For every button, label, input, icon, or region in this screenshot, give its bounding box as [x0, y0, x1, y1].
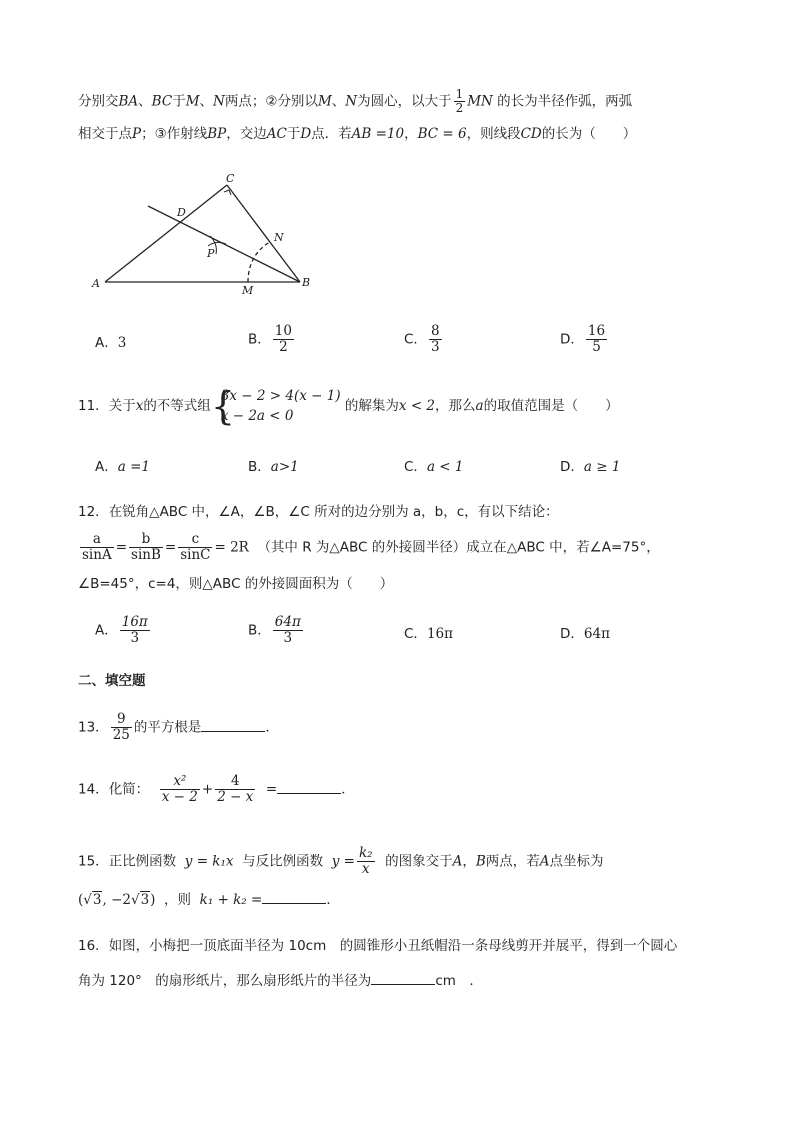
frac-num: b: [129, 532, 163, 548]
q12-option-a[interactable]: [95, 615, 152, 646]
q10-text: 于: [172, 93, 186, 110]
q10-text: 的长为半径作弧，两弧: [497, 93, 633, 110]
law-of-sines-c: [178, 532, 212, 563]
label-m: M: [242, 284, 254, 297]
q10-text: ，交边: [226, 126, 267, 142]
var-bp: BP: [207, 126, 227, 142]
q10-text: ，则线段: [466, 126, 521, 142]
frac-den: 3: [130, 630, 140, 646]
brace-icon: {: [210, 384, 235, 428]
q10-option-a[interactable]: [95, 333, 126, 353]
q10-text: 分别以: [277, 93, 318, 110]
option-label: C．: [404, 626, 427, 642]
frac-den: 2: [455, 101, 464, 115]
frac-num: 1: [455, 87, 464, 101]
question-number: 14．: [78, 781, 109, 798]
q11-text: 的解集为: [344, 398, 399, 414]
answer-blank[interactable]: [277, 779, 341, 794]
answer-blank[interactable]: [201, 717, 265, 732]
point-a-coordinates: (√3, −2√3): [78, 892, 156, 908]
law-of-sines-b: [129, 532, 163, 563]
option-value: a =1: [117, 459, 150, 475]
equals-sign: =: [115, 539, 128, 556]
paren: (: [78, 892, 84, 908]
frac-den: 2: [279, 339, 288, 355]
ray-bp: [148, 206, 300, 282]
option-label: A．: [95, 459, 118, 475]
coord-sep: , −2: [102, 892, 131, 908]
triangle-figure: [90, 168, 330, 298]
q16-text: cm ．: [435, 973, 483, 989]
q10-text: 分别交: [78, 93, 119, 110]
frac-num: k₂: [358, 845, 373, 861]
answer-blank[interactable]: [262, 889, 326, 904]
question-number: 16．: [78, 938, 109, 954]
k-sum: k₁ + k₂ =: [199, 892, 263, 908]
q11-stem: [78, 386, 619, 426]
var-n: N: [345, 93, 358, 110]
option-label: A．: [95, 622, 118, 639]
frac-den: 2 − x: [217, 789, 254, 805]
frac-num: 9: [111, 712, 132, 728]
var-a: a: [475, 398, 484, 414]
q11-text: ，那么: [435, 398, 476, 414]
frac-num: 10: [274, 323, 292, 339]
right-angle-mark: [224, 190, 231, 195]
q10-text: 作射线: [166, 126, 208, 142]
q11-text: 的不等式组: [143, 398, 211, 414]
fraction-x2: [160, 774, 200, 805]
frac-num: 16: [587, 323, 606, 339]
fraction-9-25: [111, 712, 132, 743]
var-ba: BA: [118, 93, 139, 110]
q16-text: 如图，小梅把一顶底面半径为 10cm 的圆锥形小丑纸帽沿一条母线剪开并展平，得到一个圆心: [108, 938, 678, 954]
label-p: P: [207, 247, 215, 260]
frac-num: 4: [215, 774, 255, 790]
q12-text: ∠B=45°，c=4，则△ABC 的外接圆面积为（ ）: [78, 576, 394, 592]
option-fraction: [586, 324, 607, 355]
q13-text: 的平方根是: [133, 719, 202, 736]
fraction-one-half: [454, 88, 466, 115]
frac-num: 16π: [121, 614, 148, 630]
section-heading-fill-in: 二、填空题: [78, 673, 146, 689]
option-label: B．: [248, 459, 271, 475]
q15-line1: [78, 846, 604, 877]
q12-line2: [78, 532, 660, 563]
q11-option-d[interactable]: [560, 457, 620, 477]
var-ac: AC: [266, 126, 287, 142]
q10-text: 、: [331, 93, 346, 110]
label-c: C: [226, 172, 235, 185]
answer-blank[interactable]: [371, 970, 435, 985]
equals-sign: =: [164, 539, 177, 556]
option-value: 64π: [583, 626, 610, 642]
q12-option-b[interactable]: [248, 615, 305, 646]
label-b: B: [302, 276, 311, 289]
q14-text: ．: [341, 781, 355, 798]
var-cd: CD: [520, 126, 542, 142]
law-of-sines-a: [80, 532, 114, 563]
var-a-point: A: [539, 853, 550, 870]
q10-line1: [78, 88, 632, 115]
sqrt-3: 3: [92, 892, 102, 908]
q15-text: ．: [326, 892, 340, 908]
option-label: C．: [404, 331, 427, 348]
eq-ab: AB =10: [351, 126, 405, 142]
equals-sign: =: [265, 781, 278, 798]
q15-text: 点坐标为: [549, 853, 604, 870]
question-number: 12．: [78, 504, 109, 520]
q10-option-d[interactable]: [560, 324, 609, 355]
label-d: D: [177, 206, 186, 219]
q13-text: ．: [265, 719, 279, 736]
q11-text: 的取值范围是（ ）: [483, 398, 619, 414]
label-n: N: [274, 231, 284, 244]
option-value: 16π: [426, 626, 453, 642]
option-label: B．: [248, 331, 271, 348]
inequality-1: 3x − 2 > 4(x − 1): [220, 388, 341, 404]
frac-den: x − 2: [161, 789, 198, 805]
q12-option-c[interactable]: [404, 624, 453, 644]
var-n: N: [213, 93, 225, 110]
q10-text: ，: [404, 126, 418, 142]
frac-num: 8: [430, 323, 440, 339]
var-mn: MN: [467, 93, 493, 110]
q10-text: 于: [286, 126, 301, 142]
plus-sign: +: [201, 781, 214, 798]
q10-text: 点．若: [311, 126, 352, 142]
frac-den: 3: [283, 630, 293, 646]
paren: ): [150, 892, 156, 908]
var-a-point: A: [452, 853, 463, 870]
frac-num: c: [178, 532, 212, 548]
q16-line2: [78, 970, 483, 991]
q16-line1: [78, 936, 677, 956]
q11-option-a[interactable]: [95, 457, 150, 477]
direct-function: y = k₁x: [184, 853, 234, 870]
q15-text: 与反比例函数: [242, 853, 324, 870]
option-fraction: [429, 324, 442, 355]
var-d: D: [300, 126, 312, 142]
inverse-function-fraction: [357, 846, 375, 877]
q10-text: 、: [138, 93, 152, 110]
question-number: 15．: [78, 853, 109, 870]
equals-2r: = 2R: [214, 539, 249, 556]
q10-text: 的长为（ ）: [541, 126, 637, 142]
q10-text: ；: [141, 126, 155, 142]
option-label: A．: [95, 335, 118, 351]
q10-option-b[interactable]: [248, 324, 296, 355]
q14-text: 化简：: [108, 781, 150, 798]
q12-option-d[interactable]: [560, 624, 610, 644]
q12-text: （其中 R 为△ABC 的外接圆半径）成立在△ABC 中，若∠A=75°，: [257, 539, 660, 556]
question-number: 13．: [78, 719, 109, 736]
label-a: A: [92, 277, 100, 290]
var-bc: BC: [151, 93, 173, 110]
option-fraction: [120, 615, 150, 646]
option-label: C．: [404, 459, 427, 475]
sqrt-3: 3: [140, 892, 150, 908]
option-value: a < 1: [426, 459, 464, 475]
question-number: 11．: [78, 398, 109, 414]
q11-option-c[interactable]: [404, 457, 463, 477]
q15-text: 的图象交于: [385, 853, 453, 870]
q15-text: 两点，若: [485, 853, 540, 870]
q12-text: 在锐角△ABC 中，∠A，∠B，∠C 所对的边分别为 a，b，c，有以下结论：: [108, 504, 559, 520]
q15-text: ，: [462, 853, 476, 870]
step-2-marker: ②: [265, 93, 278, 110]
q11-text: 关于: [108, 398, 136, 414]
fraction-4: [215, 774, 255, 805]
var-m: M: [185, 93, 200, 110]
option-fraction: [273, 324, 294, 355]
q14-stem: [78, 774, 355, 805]
option-label: D．: [560, 626, 584, 642]
segment-cb: [227, 185, 300, 282]
q12-line3: [78, 574, 393, 594]
var-m: M: [317, 93, 332, 110]
q13-stem: [78, 712, 279, 743]
option-value: a ≥ 1: [583, 459, 621, 475]
var-b-point: B: [475, 853, 486, 870]
q10-text: 、: [199, 93, 214, 110]
frac-den: sinA: [82, 547, 112, 563]
q15-text: 正比例函数: [108, 853, 177, 870]
q10-line2: [78, 124, 636, 144]
q11-option-b[interactable]: [248, 457, 299, 477]
frac-den: 5: [592, 339, 601, 355]
q10-text: 相交于点: [78, 126, 132, 142]
var-p: P: [132, 126, 142, 142]
inequality-system: [211, 386, 341, 426]
frac-den: 25: [112, 727, 130, 743]
option-label: D．: [560, 459, 584, 475]
inverse-function-lhs: y =: [331, 853, 355, 870]
q15-text: ，则: [164, 892, 192, 908]
segment-ac: [105, 185, 227, 282]
q10-text: 两点；: [224, 93, 266, 110]
option-fraction: [273, 615, 303, 646]
q10-text: 为圆心，以大于: [357, 93, 452, 110]
q15-line2: [78, 889, 340, 910]
q16-text: 角为 120° 的扇形纸片，那么扇形纸片的半径为: [78, 973, 372, 989]
inequality-2: x − 2a < 0: [220, 408, 294, 424]
q12-line1: [78, 502, 559, 522]
q10-option-c[interactable]: [404, 324, 444, 355]
frac-num: x²: [160, 774, 200, 790]
solution-condition: x < 2: [398, 398, 436, 414]
eq-bc: BC = 6: [417, 126, 467, 142]
frac-den: 3: [430, 339, 440, 355]
option-label: D．: [560, 331, 584, 348]
frac-den: x: [361, 861, 370, 877]
frac-den: sinC: [180, 547, 211, 563]
option-value: a>1: [270, 459, 299, 475]
option-value: 3: [117, 335, 127, 351]
frac-num: a: [80, 532, 114, 548]
option-label: B．: [248, 622, 271, 639]
frac-num: 64π: [274, 614, 301, 630]
frac-den: sinB: [131, 547, 161, 563]
step-3-marker: ③: [154, 126, 167, 142]
var-x: x: [135, 398, 144, 414]
